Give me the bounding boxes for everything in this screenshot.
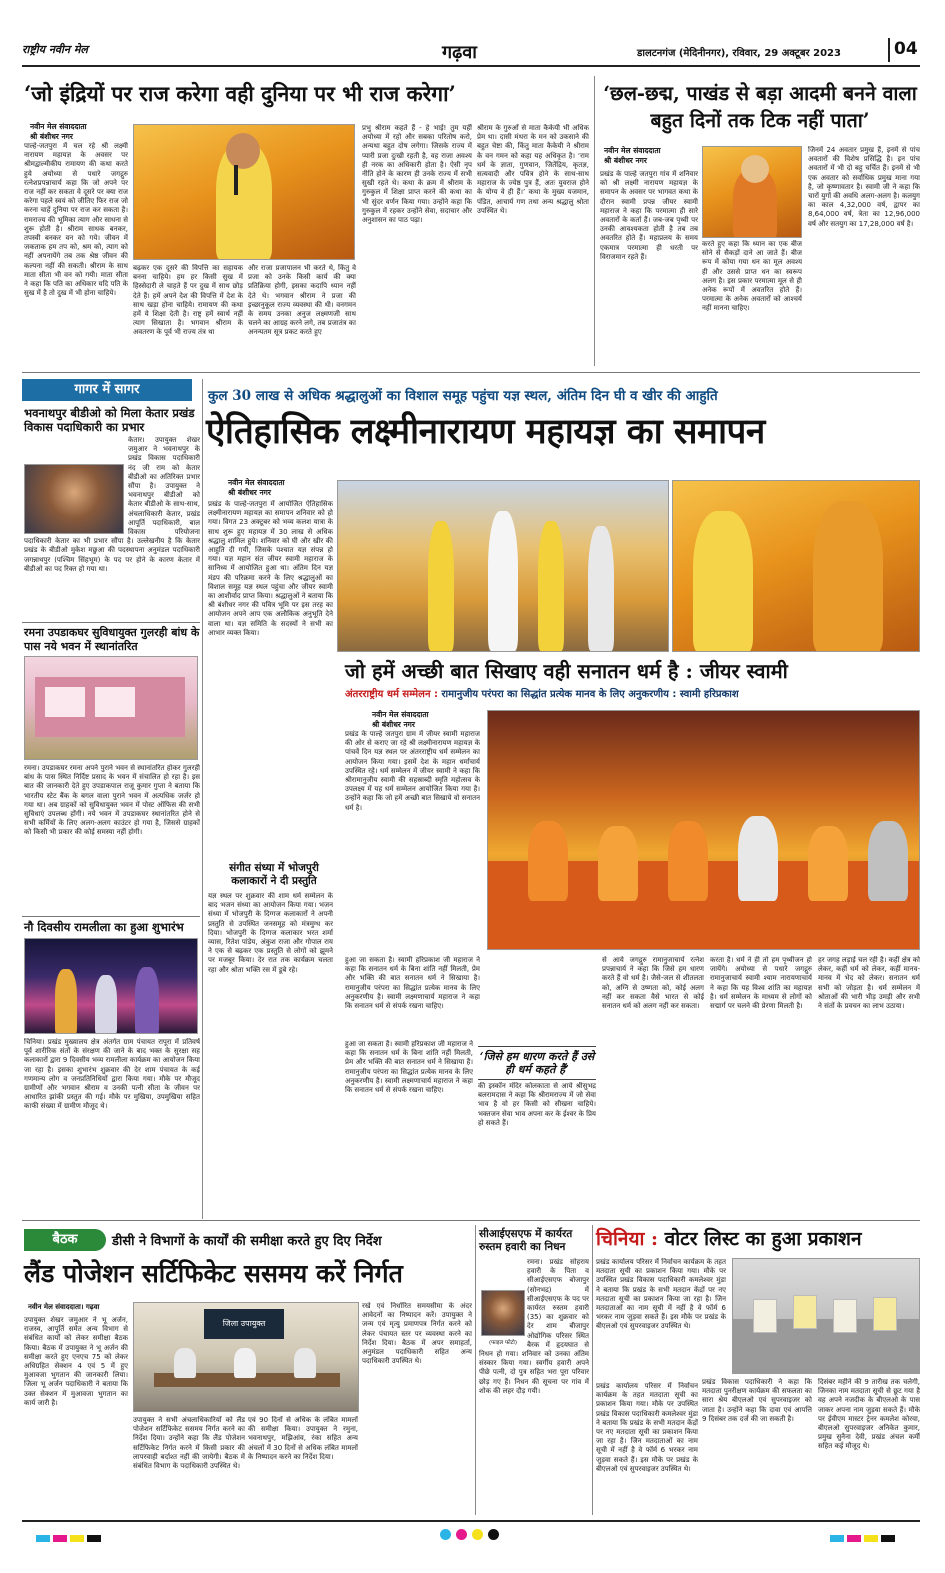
jeeyar-col1: प्रखंड के पाल्हे जतपुरा ग्राम में जीयर स्वामी महाराज की ओर से कराए जा रहे श्री लक्ष्मीनारायण महायज्ञ के पांचवें दिन यज्ञ स्थल पर अंतरराष्ट्रीय धर्म सम्मेलन का आयोजन किया गया। इसमें देश के महान धर्माचार्य उपस्थित रहे। धर्म सम्मेलन में जीयर स्वामी ने कहा कि श्रीरामानुजीय स्वामी की सहस्राब्दी स्मृति महोत्सव के उपलक्ष्य में यह धर्म सम्मेलन आयोजित किया गया है। उन्होंने कहा कि जो हमें अच्छी बात सिखाये वो सनातन धर्म है। (345, 730, 480, 812)
jeeyar-col3: की इस्कॉन मंदिर कोलकाता से आये श्रीसुभद्र बलरामदास ने कहा कि श्रीरामराज्य में जो सेवा भाव है वो हर किसी को सीखना चाहिये। भक्तजन सेवा भाव अपना कर के ईश्वर के प्रिय हो सकते हैं। (478, 1082, 596, 1127)
yagya-sub-headline: संगीत संध्या में भोजपुरी कलाकारों ने दी प्रस्तुति (229, 862, 319, 887)
story1-photo (133, 124, 355, 260)
obit-caption: (फाइल फोटो) (489, 1340, 517, 1346)
sidebar-s2-headline: रमना उपडाकघर सुविधायुक्त गुलरही बांध के पास नये भवन में स्थानांतरित (24, 626, 200, 653)
masthead (22, 38, 922, 64)
jeeyar-kicker-text: रामानुजीय परंपरा का सिद्धांत प्रत्येक मानव के लिए अनुकरणीय : स्वामी हरिप्रकाश (441, 689, 739, 700)
dc-board: जिला उपायुक्त (204, 1309, 284, 1339)
story1-col3: और राजा प्रजापालन भी करते थे, किंतु वे प्रजा को उनके किसी कार्य की क्या प्रतिक्रिया होगी, इसका कदापि ध्यान नहीं देते थे। भगवान श्रीराम ने प्रजा की इच्छानुकूल राज्य व्यवस्था की थी। वनगमन के समय उनका अनुज लक्ष्मणजी साथ चलने का आग्रह करने लगे, तब प्रजातंत्र का अनन्यतम सूत्र प्रकट करते हुए (248, 264, 356, 337)
story2-byline: नवीन मेल संवाददाता श्री बंशीधर नगर (604, 146, 661, 165)
sidebar-s1-text: केतार। उपायुक्त शेखर जमुआर ने भवनाथपुर के प्रखंड विकास पदाधिकारी नंद जी राम को केतार बीडीओ का अतिरिक्त प्रभार सौंपा है। उपायुक्त ने भवनाथपुर बीडीओ को केतार बीडीओ के साथ-साथ, अंचलाधिकारी केतार, प्रखंड आपूर्ति पदाधिकारी, बाल विकास परियोजना पदाधिकारी केतार का भी प्रभार सौंपा है। उल्लेखनीय है कि केतार प्रखंड के बीडीओ मुकेश मछुआ की पदस्थापना अनुमंडल पदाधिकारी जगन्नाथपुर (पश्चिम सिंहभूम) के पद पर होने के कारण केतार में बीडीओ का पद रिक्त हो गया था। (24, 436, 200, 573)
sidebar-s3-headline: नौ दिवसीय रामलीला का हुआ शुभारंभ (24, 920, 184, 934)
story1-col2: बढ़कर एक दूसरे की विपत्ति का सहायक बनना चाहिये। हम हर किसी सुख में हिस्सेदारी ले चाहते हैं पर दुख में साथ छोड़ देते हैं। हमें अपने देश की विपत्ति में देश के साथ खड़ा होना चाहिये। रामायण की कथा हमें ये शिक्षा देती है। राष्ट्र हमें स्वार्थ नहीं त्याग सिखाता है। भगवान श्रीराम के अवतरण के पूर्व भी राज्य तंत्र था (133, 264, 243, 337)
swatch-yellow (70, 1535, 84, 1542)
page-number: 04 (894, 39, 918, 59)
story2-photo (702, 146, 802, 238)
story2-headline: ‘छल-छद्म, पाखंड से बड़ा आदमी बनने वाला बहुत दिनों तक टिक नहीं पाता’ (603, 82, 917, 132)
voter-headline-red: चिनिया : (596, 1228, 659, 1250)
swatch-black (87, 1535, 101, 1542)
jeeyar-kicker (345, 686, 920, 700)
voter-text3: दिसंबर महीने की 9 तारीख तक चलेगी, जिनका नाम मतदाता सूची से छूट गया है वह अपने नजदीक के बीएलओ के पास जाकर अपना नाम जुड़वा सकते हैं। मौके पर ईवीएम मास्टर ट्रेनर कमलेश कोरवा, बीएलओ सुपरवाइजर अनिकेत कुमार, प्रमुख सुनैना देवी, प्रखंड अंचल कर्मी सहित कई मौजूद थे। (818, 1378, 920, 1451)
footer-color-bar-left (36, 1527, 104, 1546)
obit-headline: सीआईएसएफ में कार्यरत रुस्तम हवारी का निधन (479, 1228, 573, 1253)
story2-col1: प्रखंड के पाल्हे जतपुरा गांव में शनिवार को श्री लक्ष्मी नारायण महायज्ञ के समापन के अवसर पर भागवत कथा के दौरान स्वामी प्रपन्न जीयर स्वामी महाराज ने कहा कि परमात्मा ही सारे अवतारों के कर्ता हैं। जब-जब पृथ्वी पर उनकी आवश्यकता होती है तब तब अवतरित होते हैं। महाप्रलय के समय एकमात्र परमात्मा ही धरती पर विराजमान रहते हैं। (600, 170, 698, 261)
sidebar-s2-photo (24, 656, 198, 760)
jeeyar-col2: हुआ जा सकता है। स्वामी हरिप्रकाश जी महाराज ने कहा कि सनातन धर्म के बिना शांति नहीं मिलती, प्रेम और भक्ति की बात सनातन धर्म ने सिखाया है। रामानुजीय परंपरा का सिद्धांत प्रत्येक मानव के लिए अनुकरणीय है। स्वामी लक्ष्मणाचार्य महाराज ने कहा कि सनातन धर्म से संपर्क रखना चाहिए। (345, 956, 480, 1011)
jeeyar-byline: नवीन मेल संवाददाता श्री बंशीधर नगर (372, 710, 429, 729)
sidebar-s2-text: रमना। उपडाकघर रमना अपने पुराने भवन से स्थानांतरित होकर गुलरही बांध के पास स्थित निर्दिष्ट प्रसाद के भवन में संचालित हो रहा है। इस बात की जानकारी देते हुए उपडाकपाल राजू कुमार गुप्ता ने बताया कि भारतीय स्टेट बैंक के बगल वाला पुराने भवन में अत्यधिक जर्जर हो गया था। अब ग्राहकों को सुविधायुक्त भवन में पोस्ट ऑफिस की सभी सुविधाएं उपलब्ध होंगी। नये भवन में उपडाकघर स्थानांतरित होने से सभी कर्मियों के लिए अलग-अलग काउंटर हो गया है, जिससे ग्राहकों को किसी भी प्रकार की कोई समस्या नहीं होगी। (24, 764, 200, 837)
dc-kicker: डीसी ने विभागों के कार्यों की समीक्षा करते हुए दिए निर्देश (112, 1234, 382, 1249)
yagya-sub-text: यज्ञ स्थल पर शुक्रवार की शाम धर्म सम्मेलन के बाद भजन संध्या का आयोजन किया गया। भजन संध्या में भोजपुरी के दिग्गज कलाकारों ने अपनी प्रस्तुति से उपस्थित जनसमूह को मंत्रमुग्ध कर दिया। भोजपुरी के दिग्गज कलाकार भरत शर्मा व्यास, रितेश पांडेय, अंकुश राजा और गोपाल राय ने एक से बढ़कर एक प्रस्तुति से लोगों को झूमने पर मजबूर किया। देर रात तक कार्यक्रम चलता रहा और श्रोता भक्ति रस में डूबे रहे। (208, 892, 333, 974)
story1-col4: प्रभु श्रीराम कहते हैं - हे भाई! तुम यहीं अयोध्या में रहो और सबका परितोष करो, अन्यथा बहुत दोष लगेगा। जिसके राज्य में प्यारी प्रजा दुःखी रहती है, वह राजा अवश्य ही नरक का अधिकारी होता है। ऐसी नृप नीति होने के कारण ही उनके राज्य में सभी सुखी रहते थे। कथा के क्रम में श्रीराम के गुरुकुल में शिक्षा प्राप्त करने की कथा का भी सुंदर वर्णन किया गया। उन्होंने कहा कि गुरुकुल में रहकर उन्होंने सेवा, सदाचार और अनुशासन का पाठ पढ़ा। (362, 124, 472, 225)
story1-col1: पाल्हे-जतपुरा में चल रहे श्री लक्ष्मी नारायण महायज्ञ के अवसर पर श्रीमद्वाल्मीकीय रामायण की कथा करते हुये अयोध्या से पधारे जगद्गुरु रत्नेशप्रपन्नाचार्य कहा कि जो अपने पर राज नहीं कर सकता वे दूसरे पर क्या राज करेगा पहले स्वयं को जीतिए फिर राज जो करना चाहें दुनिया पर राज कर सकता है। रामराज्य की भूमिका त्याग और साधना से शुरू होती है। श्रीराम साधक बनकर, तपस्वी बनकर वन को गये। जीवन में जकताक हम तप को, श्रम को, त्याग को नहीं अपनायेंगे तब तक श्रेष्ठ जीवन की कल्पना नहीं की सकती। श्रीराम के साथ माता सीता भी वन को गयी। माता सीता ने कहा कि पति का अधिकार यदि पति के सुख में है तो दुख में भी होना चाहिये। (24, 142, 128, 298)
footer-registration-marks (440, 1525, 499, 1544)
dc-col4: रखे एवं निर्धारित समयसीमा के अंदर आवेदनों का निष्पादन करें। उपायुक्त ने जन्म एवं मृत्यु प्रमाणपत्र निर्गत करने को लेकर पंचायत स्तर पर व्यवस्था करने का निर्देश दिया। बैठक में अपर समाहर्ता, अनुमंडल पदाधिकारी सहित अन्य पदाधिकारी उपस्थित थे। (362, 1302, 472, 1366)
swatch-magenta (53, 1535, 67, 1542)
jeeyar-col2b: हुआ जा सकता है। स्वामी हरिप्रकाश जी महाराज ने कहा कि सनातन धर्म के बिना शांति नहीं मिलती, प्रेम और भक्ति की बात सनातन धर्म ने सिखाया है। रामानुजीय परंपरा का सिद्धांत प्रत्येक मानव के लिए अनुकरणीय है। स्वामी लक्ष्मणाचार्य महाराज ने कहा कि सनातन धर्म से संपर्क रखना चाहिए। (345, 1040, 473, 1095)
jeeyar-col5: करता है। धर्म ने ही तो हम पृथ्वीजन हो जायेंगे। अयोध्या से पधारे जगद्गुरु रामानुजाचार्य स्वामी श्याम नारायणाचार्य ने कहा कि यह विश्व शांति का महायज्ञ है। धर्म सम्मेलन के माध्यम से लोगों को सद्मार्ग पर चलने की प्रेरणा मिलती है। (710, 956, 812, 1011)
voter-headline (596, 1226, 920, 1252)
voter-text1b: प्रखंड कार्यालय परिसर में निर्वाचन कार्यक्रम के तहत मतदाता सूची का प्रकाशन किया गया। मौके पर उपस्थित प्रखंड विकास पदाधिकारी कमलेश्वर मुंडा ने बताया कि प्रखंड के सभी मतदान केंद्रों पर नए मतदाता सूची का प्रकाशन किया जा रहा है। जिन मतदाताओं का नाम सूची में नहीं है वे फॉर्म 6 भरकर नाम जुड़वा सकते हैं। इस मौके पर प्रखंड के बीएलओ एवं सुपरवाइजर उपस्थित थे। (596, 1382, 698, 1473)
story1-byline: नवीन मेल संवाददाता श्री बंशीधर नगर (30, 122, 87, 141)
dc-tag: बैठक (24, 1229, 106, 1251)
voter-photo (732, 1258, 920, 1374)
masthead-rule (22, 65, 920, 67)
story2-col3: जिनमें 24 अवतार प्रमुख हैं, इनमें से पांच अवतारों की विशेष प्रसिद्धि है। इन पांच अवतारों में भी दो बहु चर्चित हैं। इनमें से भी एक अवतार को सर्वाधिक प्रमुख माना गया है, जो कृष्णावतार है। स्वामी जी ने कहा कि चारों युगों की अवधि अलग-अलग है। कलयुग का काल 4,32,000 वर्ष, द्वापर का 8,64,000 वर्ष, त्रेता का 12,96,000 वर्ष और सतयुग का 17,28,000 वर्ष है। (808, 146, 920, 228)
footer-color-bar-right (830, 1527, 898, 1546)
yagya-byline: नवीन मेल संवाददाता श्री बंशीधर नगर (228, 478, 285, 497)
jeeyar-col4: से आये जगद्गुरु रामानुजाचार्य रत्नेश प्रपन्नाचार्य ने कहा कि जिसे हम धारण करते हैं वो धर्म है। जैसे-जल से शीतलता को, अग्नि से उष्णता को, कोई अलग नहीं कर सकता वैसे भारत से कोई सनातन धर्म को अलग नहीं कर सकता। (602, 956, 704, 1011)
jeeyar-kicker-red: अंतरराष्ट्रीय धर्म सम्मेलन : (345, 689, 438, 700)
dc-col3: एवं 90 दिनों से अधिक के लंबित मामलों की समीक्षा किया। उपायुक्त ने रमुना, भवनाथपुर, मझिआंव, रंका सहित अन्य अंचलों में 30 दिनों से अधिक लंबित मामलों के निष्पादन करने का निर्देश दिया। (248, 1416, 358, 1461)
sidebar-s3-text: चिनिया। प्रखंड मुख्यालय क्षेत्र अंतर्गत ग्राम पंचायत रापूरा में प्रतिवर्ष पूर्व शारीरिक संतों के संरक्षण की जाने के बाद भक्त के सुरक्षा सह कलाकारों द्वारा 9 दिवसीय भव्य रामलीला कार्यक्रम का आयोजन किया जा रहा है। इसका शुभारंभ शुक्रवार की देर शाम पंचायत के कई गणमान्य लोग व जनप्रतिनिधियों द्वारा किया गया। मौके पर मौजूद ग्रामीणों और भगवान श्रीराम व उनकी पत्नी सीता के जीवन पर आधारित झांकी प्रस्तुत की गई। मौके पर मुखिया, उपमुखिया सहित काफी संख्या में ग्रामीण मौजूद थे। (24, 1038, 200, 1111)
jeeyar-pull-quote: ‘जिसे हम धारण करते हैं उसे ही धर्म कहते हैं’ (478, 1046, 596, 1080)
sidebar-banner: गागर में सागर (22, 379, 192, 401)
dc-col2: उपायुक्त ने सभी अंचलाधिकारियों को लैंड पोजेशन सर्टिफिकेट ससमय निर्गत करने का निर्देश दिया। उन्होंने कहा कि लैंड पोजेशन सर्टिफिकेट निर्गत करने में किसी प्रकार की लापरवाही बर्दाश्त नहीं की जायेगी। बैठक में संबंधित विभाग के पदाधिकारी उपस्थित थे। (133, 1416, 245, 1471)
sidebar-s3-photo (24, 938, 198, 1034)
voter-headline-text: वोटर लिस्ट का हुआ प्रकाशन (664, 1228, 862, 1250)
section-title: गढ़वा (442, 42, 477, 63)
dc-byline: नवीन मेल संवाददाता। गढ़वा (28, 1303, 100, 1311)
dc-headline: लैंड पोजेशन सर्टिफिकेट ससमय करें निर्गत (24, 1259, 403, 1288)
dc-col1: उपायुक्त शेखर जमुआर ने भू अर्जन, राजस्व, आपूर्ति समेत अन्य विभाग से संबंधित कार्यों को लेकर समीक्षा बैठक किया। बैठक में उपायुक्त ने भू अर्जन की समीक्षा करते हुए एनएच 75 को लेकर अधिग्रहित सेक्शन 4 एवं 5 में हुए मुआवजा भुगतान की जानकारी लिया। जिला भू अर्जन पदाधिकारी ने बताया कि उक्त सेक्शन में मुआवजा भुगतान का कार्य जारी है। (24, 1316, 128, 1407)
obit-text: रमना। प्रखंड सोहराय हवारी के पिता व सीआईएसएफ बोजापुर (सोनभद्र) में सीआईएसएफ के पद पर कार्यरत रुस्तम हवारी (35) का शुक्रवार को देर शाम बीजापुर ओद्योगिक परिसर स्थित बैरक में हृदयघात से निधन हो गया। शनिवार को उनका अंतिम संस्कार किया गया। स्वर्गीय हवारी अपने पीछे पत्नी, दो पुत्र सहित भरा पूरा परिवार छोड़ गए हैं। निधन की सूचना पर गांव में शोक की लहर दौड़ गयी। (479, 1258, 589, 1395)
yagya-headline: ऐतिहासिक लक्ष्मीनारायण महायज्ञ का समापन (206, 411, 765, 452)
footer-rule (22, 1520, 920, 1522)
sidebar-s1-headline: भवनाथपुर बीडीओ को मिला केतार प्रखंड विकास पदाधिकारी का प्रभार (24, 406, 195, 434)
paper-logo: राष्ट्रीय नवीन मेल (22, 43, 88, 56)
yagya-kicker: कुल 30 लाख से अधिक श्रद्धालुओं का विशाल समूह पहुंचा यज्ञ स्थल, अंतिम दिन घी व खीर की आहुति (208, 388, 718, 404)
jeeyar-headline: जो हमें अच्छी बात सिखाए वही सनातन धर्म है : जीयर स्वामी (345, 659, 788, 683)
dateline: डालटनगंज (मेदिनीनगर), रविवार, 29 अक्टूबर 2023 (637, 48, 841, 59)
jeeyar-col6: हर जगह लड़ाई चल रही है। कहीं क्षेत्र को लेकर, कहीं धर्म को लेकर, कहीं मानव-मानव में भेद को लेकर। सनातन धर्म सभी को जोड़ता है। धर्म सम्मेलन में श्रोताओं की भारी भीड़ उमड़ी और सभी ने संतों के प्रवचन का लाभ उठाया। (818, 956, 920, 1011)
yagya-photo2 (672, 480, 920, 652)
dc-photo (133, 1302, 359, 1412)
swatch-cyan (36, 1535, 50, 1542)
story2-col2: करते हुए कहा कि ध्यान का एक बीज सोने से सैकड़ों दाने आ जाते हैं। बीज रूप में कोया गया धन का मूल अवश्य ही और उससे प्राप्त धन का स्वरूप अलग है। इस प्रकार परमात्मा मूल से ही अनेक रूपों में अवतरित होते हैं। परमात्मा के अनेक अवतारों को आश्चर्य नहीं मानना चाहिए। (702, 240, 802, 313)
story1-col5: श्रीराम के गुरुओं से माता कैकेयी भी अधिक प्रेम था। दासी मंथरा के मन को उकसाने की बहुत चेष्टा की, किंतु माता कैकेयी ने श्रीराम के वन गमन को कहा यह अधिकृत है। ‘राम धर्म के ज्ञाता, गुणवान, जितेंद्रिय, कृतज्ञ, सत्यवादी और पवित्र होने के साथ-साथ महाराज के ज्येष्ठ पुत्र हैं, अतः युवराज होने के योग्य वे ही हैं।’ कथा के मुख्य यजमान, पंडित, आचार्य गण तथा अन्य श्रद्धालु श्रोता उपस्थित थे। (477, 124, 589, 215)
voter-text2: प्रखंड विकास पदाधिकारी ने कहा कि मतदाता पुनरीक्षण कार्यक्रम की सफलता का सारा श्रेय बीएलओ एवं सुपरवाइजर को जाता है। उन्होंने कहा कि दावा एवं आपत्ति 9 दिसंबर तक दर्ज की जा सकती है। (702, 1378, 812, 1423)
story1-headline: ‘जो इंद्रियों पर राज करेगा वही दुनिया पर भी राज करेगा’ (24, 81, 456, 106)
voter-text1: प्रखंड कार्यालय परिसर में निर्वाचन कार्यक्रम के तहत मतदाता सूची का प्रकाशन किया गया। मौके पर उपस्थित प्रखंड विकास पदाधिकारी कमलेश्वर मुंडा ने बताया कि प्रखंड के सभी मतदान केंद्रों पर नए मतदाता सूची का प्रकाशन किया जा रहा है। जिन मतदाताओं का नाम सूची में नहीं है वे फॉर्म 6 भरकर नाम जुड़वा सकते हैं। इस मौके पर प्रखंड के बीएलओ एवं सुपरवाइजर उपस्थित थे। (596, 1258, 726, 1331)
jeeyar-photo (487, 710, 920, 950)
yagya-text: प्रखंड के पाल्हे-जतपुरा में आयोजित ऐतिहासिक लक्ष्मीनारायण महायज्ञ का समापन शनिवार को हो गया। विगत 23 अक्टूबर को भव्य कलश यात्रा के साथ शुरू हुए महायज्ञ में 30 लाख से अधिक श्रद्धालु शामिल हुये। शनिवार को घी और खीर की आहुति दी गयी, जिसके पश्चात यज्ञ संपन्न हो गया। यज्ञ महान संत जीयर स्वामी महाराज के सानिध्य में आयोजित हुआ था। अंतिम दिन यज्ञ मंडप की परिक्रमा करने के लिए श्रद्धालुओं का विशाल समूह यज्ञ स्थल पहुंचा और जीयर स्वामी का आशीर्वाद प्राप्त किया। श्रद्धालुओं ने बताया कि श्री बंशीधर नगर की पवित्र भूमि पर इस तरह का आयोजन अपने आप एक अलौकिक अनुभूति देने वाला था। यज्ञ समिति के सदस्यों ने सभी का आभार व्यक्त किया। (208, 500, 333, 637)
yagya-photo1 (337, 480, 669, 652)
